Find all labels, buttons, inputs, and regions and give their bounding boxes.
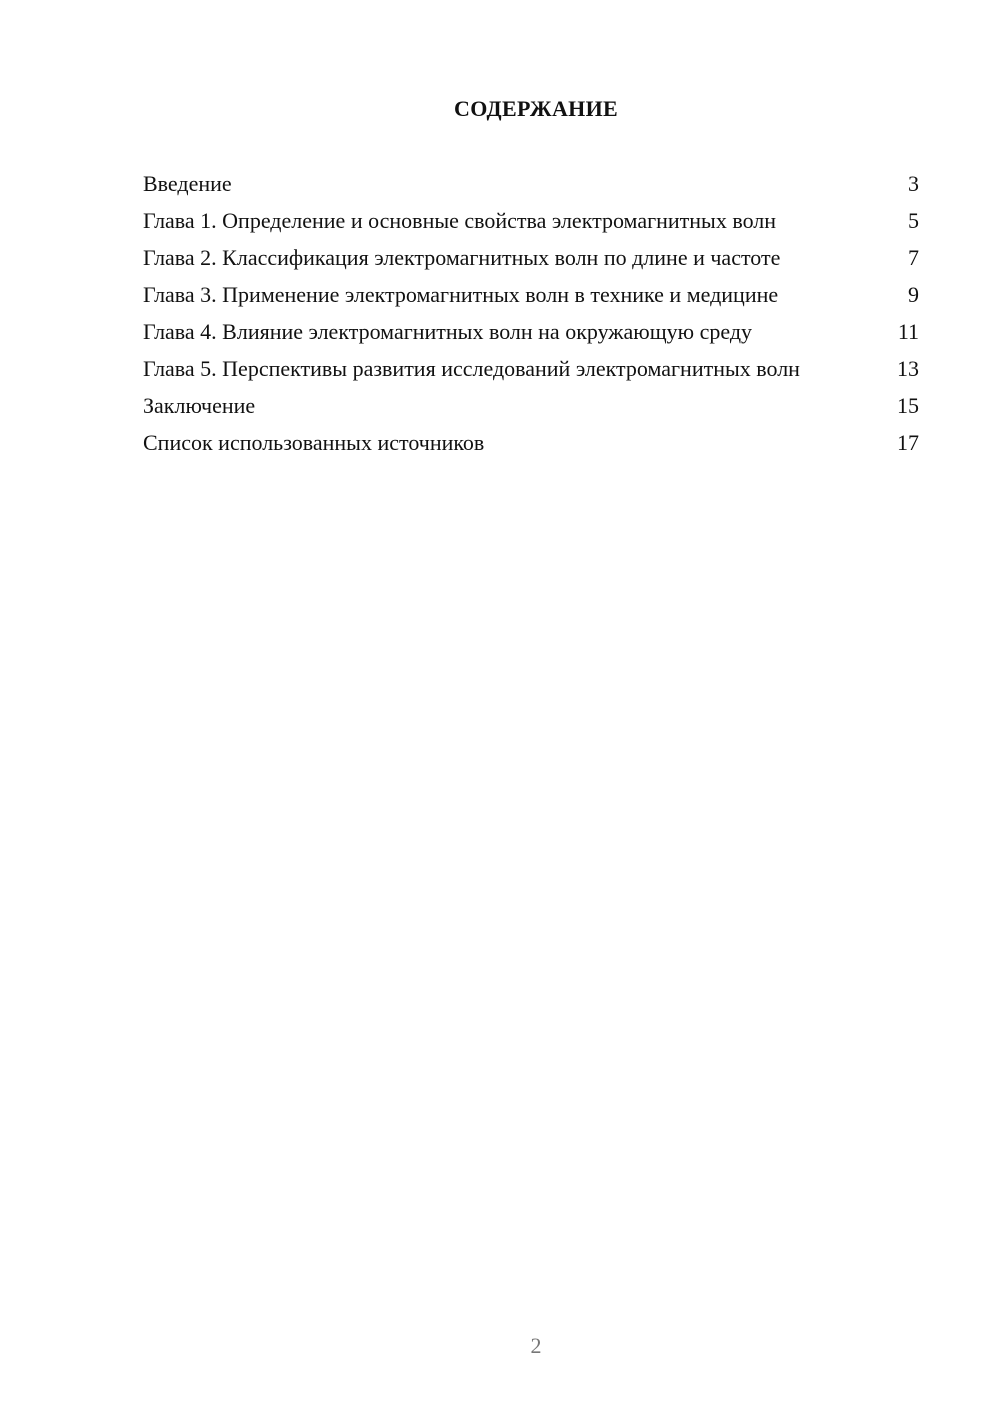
toc-entry-text: Глава 1. Определение и основные свойства электромагнитных волн	[143, 208, 777, 233]
toc-entry-page: 15	[897, 393, 919, 418]
toc-entry-text: Глава 3. Применение электромагнитных волн в технике и медицине	[143, 282, 779, 307]
toc-entry-chapter-5	[143, 355, 919, 382]
toc-entry-text: Список использованных источников	[143, 430, 485, 455]
toc-title: СОДЕРЖАНИЕ	[454, 96, 618, 121]
toc-entry-text: Введение	[143, 171, 232, 196]
toc-entry-page: 11	[897, 319, 919, 344]
toc-entry-text: Глава 5. Перспективы развития исследований электромагнитных волн	[143, 356, 800, 381]
toc-entry-chapter-4	[143, 318, 919, 345]
page-number: 2	[530, 1333, 542, 1358]
toc-entry-conclusion	[143, 392, 919, 419]
toc-entry-introduction	[143, 170, 919, 197]
toc-entry-text: Заключение	[143, 393, 256, 418]
toc-entry-references	[143, 429, 919, 456]
toc-entry-page: 13	[897, 356, 919, 381]
toc-entry-page: 3	[908, 171, 919, 196]
toc-entry-text: Глава 4. Влияние электромагнитных волн на окружающую среду	[143, 319, 753, 344]
toc-list	[143, 170, 919, 466]
toc-entry-chapter-2	[143, 244, 919, 271]
toc-entry-chapter-3	[143, 281, 919, 308]
toc-entry-page: 17	[897, 430, 919, 455]
toc-entry-page: 5	[908, 208, 919, 233]
toc-entry-chapter-1	[143, 207, 919, 234]
toc-entry-page: 7	[908, 245, 919, 270]
toc-entry-text: Глава 2. Классификация электромагнитных волн по длине и частоте	[143, 245, 781, 270]
toc-entry-page: 9	[908, 282, 919, 307]
